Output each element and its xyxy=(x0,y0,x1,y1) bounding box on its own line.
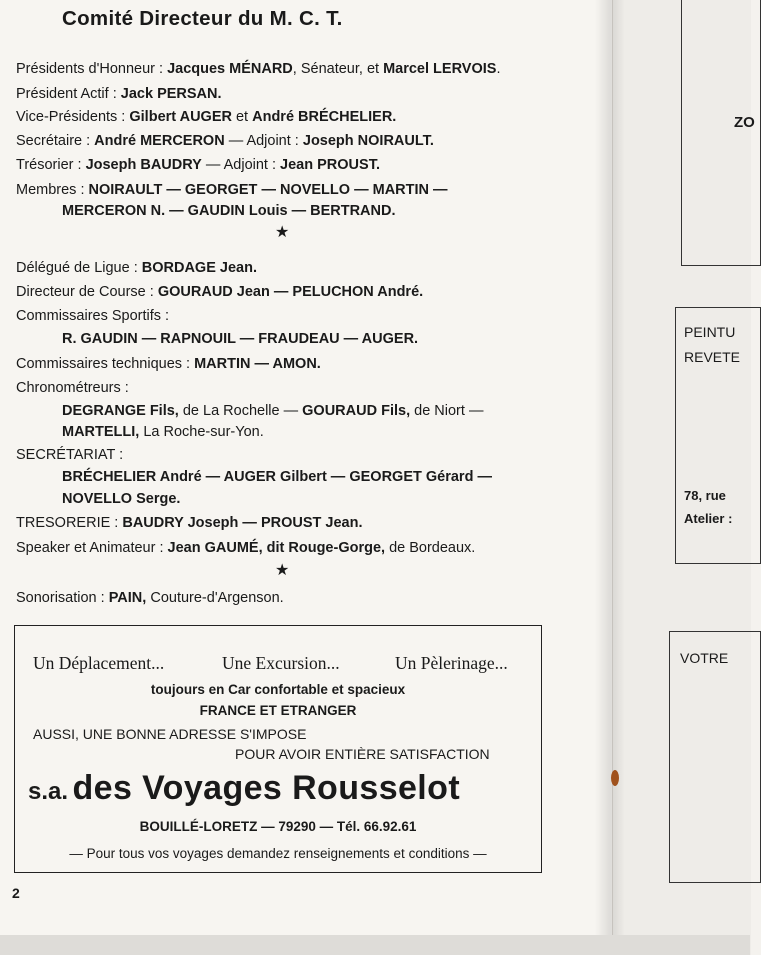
chronometreurs-label: Chronométreurs : xyxy=(16,380,129,396)
label: Président Actif : xyxy=(16,86,121,102)
directeur-line xyxy=(16,284,423,300)
ad-line-france: FRANCE ET ETRANGER xyxy=(199,703,357,718)
name: Jean PROUST. xyxy=(280,157,380,173)
label: Secrétaire : xyxy=(16,133,95,149)
label: Vice-Présidents : xyxy=(16,109,130,125)
name: Jack PERSAN. xyxy=(120,86,222,102)
label: Présidents d'Honneur : xyxy=(16,61,168,77)
label: Commissaires techniques : xyxy=(16,356,195,372)
names: R. GAUDIN — RAPNOUIL — FRAUDEAU — AUGER. xyxy=(62,331,419,347)
ad-headline-2: Une Excursion... xyxy=(222,653,340,673)
ad-address: BOUILLÉ-LORETZ — 79290 — Tél. 66.92.61 xyxy=(139,819,417,834)
names: NOVELLO Serge. xyxy=(62,491,181,507)
right-text-atelier: Atelier : xyxy=(684,511,733,526)
text: de Bordeaux. xyxy=(385,540,476,556)
right-text-rue: 78, rue xyxy=(684,488,726,503)
brand-title: des Voyages Rousselot xyxy=(72,769,461,807)
vice-presidents-line xyxy=(16,109,396,125)
right-page xyxy=(612,0,755,955)
name: Jean GAUMÉ, dit Rouge-Gorge, xyxy=(167,540,386,556)
star-divider: ★ xyxy=(275,224,290,241)
tresorier-line xyxy=(16,157,380,173)
label: Membres : xyxy=(16,182,89,198)
ad-headline-3: Un Pèlerinage... xyxy=(395,653,508,673)
brand-name xyxy=(28,769,460,808)
label: Directeur de Course : xyxy=(16,284,158,300)
text: de La Rochelle — xyxy=(178,403,303,419)
right-ad-box-2 xyxy=(675,307,761,564)
label: TRESORERIE : xyxy=(16,515,123,531)
ad-line-satisfaction: POUR AVOIR ENTIÈRE SATISFACTION xyxy=(235,746,490,762)
name: Marcel LERVOIS xyxy=(383,61,497,77)
secretariat-line-2 xyxy=(62,491,180,507)
name: Joseph NOIRAULT. xyxy=(302,133,434,149)
commissaires-sportifs-names xyxy=(62,331,418,347)
secretaire-line xyxy=(16,133,434,149)
brand-prefix: s.a. xyxy=(28,778,69,805)
name: MARTELLI, xyxy=(62,424,140,440)
text: Couture-d'Argenson. xyxy=(146,590,284,606)
star-divider: ★ xyxy=(275,562,290,579)
right-ad-box-1 xyxy=(681,0,761,266)
label: Sonorisation : xyxy=(16,590,109,606)
president-actif-line xyxy=(16,86,222,102)
ad-line-adresse: AUSSI, UNE BONNE ADRESSE S'IMPOSE xyxy=(33,726,307,742)
text: La Roche-sur-Yon. xyxy=(139,424,264,440)
text: — Adjoint : xyxy=(224,133,303,149)
name: André BRÉCHELIER. xyxy=(252,109,397,125)
scan-bottom-edge xyxy=(0,935,750,955)
page-title: Comité Directeur du M. C. T. xyxy=(62,7,343,30)
text: et xyxy=(231,109,253,125)
name: BORDAGE Jean. xyxy=(141,260,257,276)
chronometreurs-line-1 xyxy=(62,403,483,419)
name: André MERCERON xyxy=(94,133,225,149)
names: BRÉCHELIER André — AUGER Gilbert — GEORGET Gérard — xyxy=(62,469,492,485)
name: GOURAUD Fils, xyxy=(302,403,411,419)
ad-headline-1: Un Déplacement... xyxy=(33,653,165,673)
text: — Adjoint : xyxy=(201,157,281,173)
text: . xyxy=(496,61,501,77)
text: , Sénateur, et xyxy=(292,61,384,77)
right-text-peintu: PEINTU xyxy=(684,324,736,340)
delegue-line xyxy=(16,260,257,276)
label: Trésorier : xyxy=(16,157,86,173)
ad-line-car: toujours en Car confortable et spacieux xyxy=(150,682,406,697)
paper-stain xyxy=(611,770,619,786)
tresorerie-line xyxy=(16,515,362,531)
label: Délégué de Ligue : xyxy=(16,260,142,276)
names: BAUDRY Joseph — PROUST Jean. xyxy=(122,515,363,531)
commissaires-techniques-line xyxy=(16,356,321,372)
gutter-shadow xyxy=(595,0,625,955)
text: de Niort — xyxy=(410,403,484,419)
secretariat-line-1 xyxy=(62,469,492,485)
label: Speaker et Animateur : xyxy=(16,540,168,556)
names: MARTIN — AMON. xyxy=(194,356,321,372)
chronometreurs-line-2 xyxy=(62,424,264,440)
ad-footer: — Pour tous vos voyages demandez renseignements et conditions — xyxy=(69,846,487,861)
sonorisation-line xyxy=(16,590,284,606)
page-number: 2 xyxy=(12,885,20,901)
name: Joseph BAUDRY xyxy=(85,157,202,173)
name: Jacques MÉNARD xyxy=(167,61,293,77)
presidents-honneur-line xyxy=(16,61,500,77)
name: PAIN, xyxy=(108,590,147,606)
name: Gilbert AUGER xyxy=(129,109,232,125)
speaker-line xyxy=(16,540,475,556)
commissaires-sportifs-label: Commissaires Sportifs : xyxy=(16,308,170,324)
names: NOIRAULT — GEORGET — NOVELLO — MARTIN — xyxy=(88,182,448,198)
right-text-revete: REVETE xyxy=(684,349,741,365)
right-text-votre: VOTRE xyxy=(680,650,729,666)
right-text-zo: ZO xyxy=(734,114,755,131)
name: DEGRANGE Fils, xyxy=(62,403,179,419)
names: MERCERON N. — GAUDIN Louis — BERTRAND. xyxy=(62,203,396,219)
membres-line-2 xyxy=(62,203,396,219)
right-ad-box-3 xyxy=(669,631,761,883)
secretariat-label: SECRÉTARIAT : xyxy=(16,447,124,463)
name: GOURAUD Jean — PELUCHON André. xyxy=(157,284,424,300)
membres-line xyxy=(16,182,448,198)
voyages-rousselot-ad xyxy=(14,625,542,873)
